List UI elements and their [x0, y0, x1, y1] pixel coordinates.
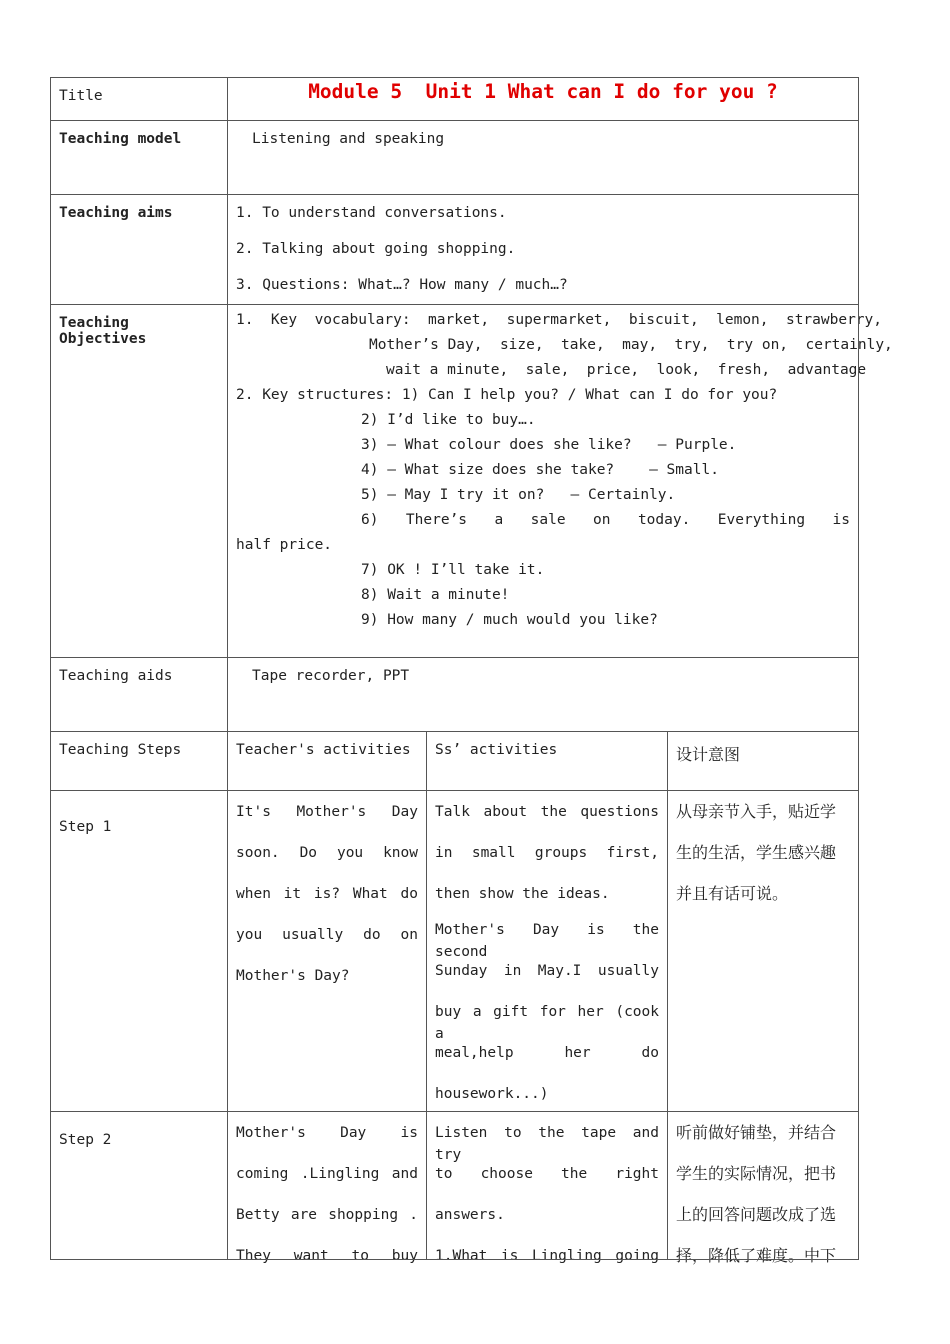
step2-teacher-cell: [227, 1111, 426, 1264]
table-right-border: [858, 77, 859, 1260]
step1-students-line: buy a gift for her (cook a: [435, 1004, 659, 1042]
step1-intent-line: 从母亲节入手，贴近学: [676, 802, 837, 821]
teacher-header: Teacher's activities: [236, 742, 411, 758]
step1-students-line: Mother's Day is the second: [435, 922, 659, 960]
objective-line: 3) — What colour does she like? — Purple.: [361, 437, 737, 453]
objective-line: 6) There’s a sale on today. Everything is: [361, 512, 850, 528]
model-label-cell: [50, 120, 227, 194]
step2-students-cell: [426, 1111, 667, 1264]
aids-value-cell: [227, 657, 858, 731]
step1-teacher-line: It's Mother's Day: [236, 804, 418, 820]
objective-line: 2. Key structures: 1) Can I help you? / What can I do for you?: [236, 387, 778, 403]
students-header-cell: [426, 731, 667, 790]
objective-line: 8) Wait a minute!: [361, 587, 510, 603]
step2-intent-line: 择，降低了难度。中下: [676, 1246, 837, 1265]
aim-item: 1. To understand conversations.: [236, 205, 507, 221]
step2-students-line: answers.: [435, 1207, 505, 1223]
step2-teacher-line: Mother's Day is: [236, 1125, 418, 1141]
objective-line: wait a minute, sale, price, look, fresh, advantage: [386, 362, 867, 378]
step2-intent-line: 上的回答问题改成了选: [676, 1205, 837, 1224]
objective-line: 9) How many / much would you like?: [361, 612, 658, 628]
model-value-cell: [227, 120, 858, 194]
intent-header-cell: [667, 731, 858, 790]
objective-line: Mother’s Day, size, take, may, try, try on, certainly,: [369, 337, 893, 353]
objective-line: 5) — May I try it on? — Certainly.: [361, 487, 676, 503]
model-label: Teaching model: [59, 131, 182, 147]
page-title: Module 5 Unit 1 What can I do for you ?: [308, 80, 778, 103]
step2-students-line: Listen to the tape and try: [435, 1125, 659, 1163]
objective-line: half price.: [236, 537, 333, 553]
step1-students-line: Sunday in May.I usually: [435, 963, 659, 979]
step2-label: Step 2: [59, 1132, 112, 1148]
step1-intent-cell: [667, 790, 858, 1111]
step1-students-line: Talk about the questions: [435, 804, 659, 820]
aims-label: Teaching aims: [59, 205, 173, 221]
students-header: Ss’ activities: [435, 742, 558, 758]
objectives-cell: [227, 304, 893, 657]
aims-label-cell: [50, 194, 227, 304]
table-bottom-border: [50, 1259, 859, 1260]
aim-item: 2. Talking about going shopping.: [236, 241, 516, 257]
step1-students-line: in small groups first,: [435, 845, 659, 861]
step2-teacher-line: coming .Lingling and: [236, 1166, 418, 1182]
step2-intent-line: 学生的实际情况，把书: [676, 1164, 837, 1183]
steps-label-cell: [50, 731, 227, 790]
step2-intent-line: 听前做好铺垫，并结合: [676, 1123, 837, 1142]
objective-line: 7) OK ! I’ll take it.: [361, 562, 545, 578]
step1-students-line: then show the ideas.: [435, 886, 610, 902]
step1-students-cell: [426, 790, 667, 1111]
step2-students-line: 1.What is Lingling going: [435, 1248, 659, 1264]
aims-cell: [227, 194, 858, 304]
step2-intent-cell: [667, 1111, 858, 1265]
step2-teacher-line: Betty are shopping .: [236, 1207, 418, 1223]
step1-intent-line: 并且有话可说。: [676, 884, 789, 903]
title-cell: [227, 77, 858, 120]
intent-header: 设计意图: [676, 745, 741, 764]
step1-teacher-line: when it is? What do: [236, 886, 418, 902]
step1-teacher-line: soon. Do you know: [236, 845, 418, 861]
title-label: Title: [59, 88, 103, 104]
aids-value: Tape recorder, PPT: [252, 668, 410, 684]
step1-teacher-line: you usually do on: [236, 927, 418, 943]
aids-label: Teaching aids: [59, 668, 173, 684]
step1-teacher-line: Mother's Day?: [236, 968, 350, 984]
objective-line: 2) I’d like to buy….: [361, 412, 536, 428]
step2-students-line: to choose the right: [435, 1166, 659, 1182]
objectives-label: Teaching Objectives: [59, 315, 147, 347]
objective-line: 4) — What size does she take? — Small.: [361, 462, 719, 478]
teacher-header-cell: [227, 731, 426, 790]
step1-intent-line: 生的生活，学生感兴趣: [676, 843, 837, 862]
step1-label-cell: [50, 790, 227, 1111]
steps-label: Teaching Steps: [59, 742, 182, 758]
step1-label: Step 1: [59, 819, 112, 835]
step2-label-cell: [50, 1111, 227, 1260]
objectives-label-cell: [50, 304, 227, 657]
aids-label-cell: [50, 657, 227, 731]
step1-students-line: housework...): [435, 1086, 549, 1102]
aim-item: 3. Questions: What…? How many / much…?: [236, 277, 568, 293]
objective-line: 1. Key vocabulary: market, supermarket, biscuit, lemon, strawberry,: [236, 312, 883, 328]
step1-students-line: meal,help her do: [435, 1045, 659, 1061]
step2-teacher-line: They want to buy: [236, 1248, 418, 1264]
title-label-cell: [50, 77, 227, 120]
model-value: Listening and speaking: [252, 131, 445, 147]
step1-teacher-cell: [227, 790, 426, 1111]
